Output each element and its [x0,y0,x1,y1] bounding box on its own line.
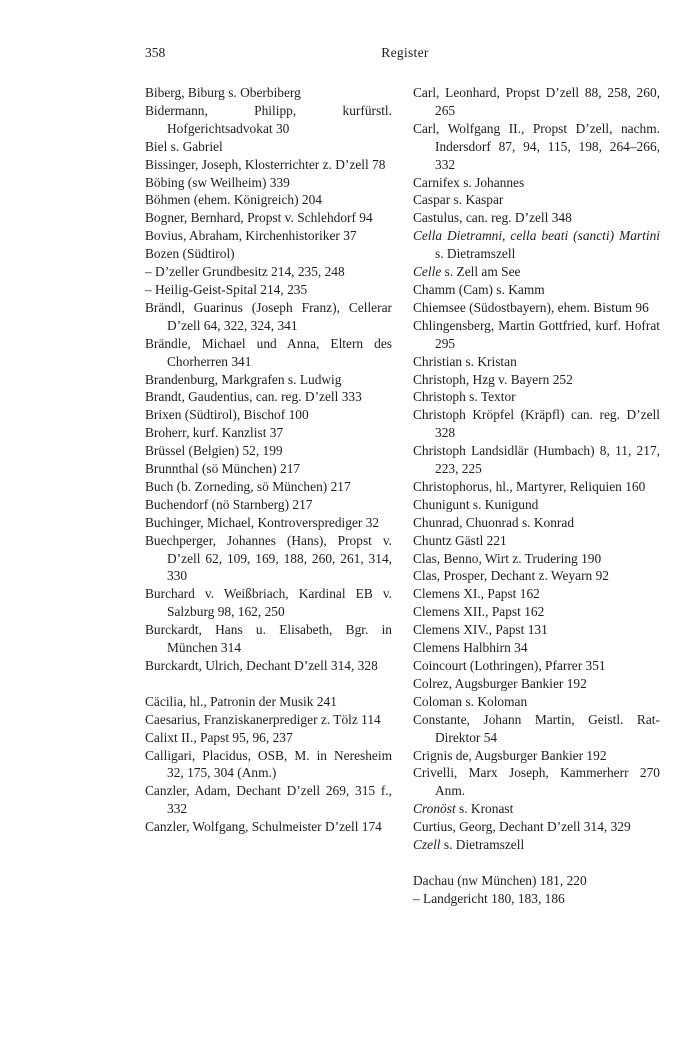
index-entry [145,729,392,747]
index-entry-text: Burchard v. Weißbriach, Kardinal EB v. Salzburg 98, 162, 250 [145,586,392,620]
index-entry-text: Brändl, Guarinus (Joseph Franz), Cellerar D’zell 64, 322, 324, 341 [145,299,392,333]
index-column-left [145,84,392,836]
index-entry [145,335,392,371]
index-entry-text: Christoph Kröpfel (Kräpfl) can. reg. D’zell 328 [413,407,660,441]
index-entry [413,621,660,639]
index-entry-text: Christian s. Kristan [413,353,517,369]
index-entry-text: Coincourt (Lothringen), Pfarrer 351 [413,658,606,673]
index-entry-text: s. Zell am See [441,264,521,280]
index-entry [413,890,660,908]
index-entry [145,460,392,478]
index-entry [145,496,392,514]
index-entry [145,782,392,818]
index-entry-text: – Heilig-Geist-Spital 214, 235 [145,281,308,297]
index-entry-text: Carnifex s. Johannes [413,174,525,190]
index-entry [145,102,392,138]
index-entry-text: Cäcilia, hl., Patronin der Musik 241 [145,693,337,709]
index-entry-text: Burckardt, Hans u. Elisabeth, Bgr. in München 314 [145,622,392,656]
index-entry [413,353,660,371]
index-entry-text: – D’zeller Grundbesitz 214, 235, 248 [145,264,345,280]
index-entry [413,800,660,818]
index-entry-text: Brandt, Gaudentius, can. reg. D’zell 333 [145,389,362,405]
index-entry-text: Buchendorf (nö Starnberg) 217 [145,496,313,512]
index-entry-text: Coloman s. Koloman [413,693,528,709]
index-entry [145,424,392,442]
index-entry-text: Christoph s. Textor [413,389,516,405]
index-entry [413,120,660,174]
index-entry-text: Calixt II., Papst 95, 96, 237 [145,729,293,745]
index-entry-text: Carl, Wolfgang II., Propst D’zell, nachm. Indersdorf 87, 94, 115, 198, 264–266, 332 [413,120,660,172]
index-entry-text: Clas, Prosper, Dechant z. Weyarn 92 [413,568,609,584]
index-entry-italic-term: Celle [413,264,442,280]
index-entry-text: Biel s. Gabriel [145,138,223,154]
index-entry-text: s. Dietramszell [440,837,525,853]
index-entry-text: Calligari, Placidus, OSB, M. in Neresheim 32, 175, 304 (Anm.) [145,747,392,781]
index-entry-italic-term: Cella Dietramni, cella beati (sancti) Martini [413,228,660,244]
index-entry [145,156,392,174]
index-entry [413,371,660,389]
index-entry [413,84,660,120]
index-entry-text: Clemens XIV., Papst 131 [413,622,548,638]
index-entry-text: Chunigunt s. Kunigund [413,496,539,512]
index-entry-text: Clas, Benno, Wirt z. Trudering 190 [413,550,602,566]
index-entry [145,657,392,675]
index-entry [145,245,392,263]
index-entry [145,84,392,102]
page-header [145,45,665,67]
index-entry-text: Buchinger, Michael, Kontroversprediger 32 [145,514,380,530]
index-entry [413,764,660,800]
index-entry [413,639,660,657]
index-entry-text: Canzler, Adam, Dechant D’zell 269, 315 f., 332 [145,783,392,817]
index-entry-italic-term: Cronöst [413,801,456,817]
index-entry [413,442,660,478]
index-entry [145,191,392,209]
index-entry [413,818,660,836]
index-entry [413,657,660,675]
index-entry [145,227,392,245]
index-entry-text: Caspar s. Kaspar [413,192,504,208]
index-entry-text: Brüssel (Belgien) 52, 199 [145,443,283,459]
index-entry [145,514,392,532]
index-entry-text: Dachau (nw München) 181, 220 [413,872,587,888]
index-entry [413,836,660,854]
index-entry-text: Curtius, Georg, Dechant D’zell 314, 329 [413,819,631,835]
index-entry [145,747,392,783]
page-number: 358 [145,45,166,60]
index-entry-text: Carl, Leonhard, Propst D’zell 88, 258, 260, 265 [413,85,660,118]
index-entry-text: Bogner, Bernhard, Propst v. Schlehdorf 94 [145,210,373,226]
index-entry [145,711,392,729]
index-entry [413,514,660,532]
index-entry-text: Constante, Johann Martin, Geistl. Rat-Direktor 54 [413,711,660,745]
index-entry [413,532,660,550]
index-entry-text: Chuntz Gästl 221 [413,532,507,548]
index-entry-text: Christoph Landsidlär (Humbach) 8, 11, 217, 223, 225 [413,443,660,477]
index-entry [145,532,392,586]
index-entry [413,174,660,192]
index-entry [413,585,660,603]
index-entry [413,693,660,711]
index-entry-text: Chamm (Cam) s. Kamm [413,281,545,297]
index-entry-text: Christophorus, hl., Martyrer, Reliquien 160 [413,478,646,494]
index-entry [145,478,392,496]
index-entry-text: Castulus, can. reg. D’zell 348 [413,210,572,226]
index-entry-text: Bovius, Abraham, Kirchenhistoriker 37 [145,228,357,244]
index-entry-text: Clemens XII., Papst 162 [413,604,545,620]
index-entry [145,138,392,156]
index-entry-text: Brändle, Michael und Anna, Eltern des Chorherren 341 [145,335,392,369]
letter-section-gap [413,854,660,872]
index-entry-text: Böbing (sw Weilheim) 339 [145,174,290,190]
index-entry [145,388,392,406]
index-entry [145,406,392,424]
index-entry-text: Christoph, Hzg v. Bayern 252 [413,371,573,387]
index-entry-text: Biberg, Biburg s. Oberbiberg [145,85,301,100]
index-entry [145,442,392,460]
index-entry [145,299,392,335]
index-entry-text: Clemens Halbhirn 34 [413,640,528,656]
running-title: Register [381,45,429,60]
index-entry [413,747,660,765]
index-entry [145,209,392,227]
index-entry-text: Chlingensberg, Martin Gottfried, kurf. Hofrat 295 [413,317,660,351]
index-entry [413,872,660,890]
index-entry-italic-term: Czell [413,837,441,853]
index-entry-text: Clemens XI., Papst 162 [413,586,540,602]
index-entry-text: Bozen (Südtirol) [145,246,235,262]
index-entry [413,191,660,209]
index-entry-text: Caesarius, Franziskanerprediger z. Tölz 114 [145,711,381,727]
index-entry [413,209,660,227]
index-entry-text: Chunrad, Chuonrad s. Konrad [413,514,575,530]
index-entry [413,263,660,281]
index-entry-text: s. Kronast [455,801,514,817]
index-entry-text: Brunnthal (sö München) 217 [145,461,301,477]
index-entry-text: Buechperger, Johannes (Hans), Propst v. D’zell 62, 109, 169, 188, 260, 261, 314, 330 [145,532,392,584]
index-entry [413,317,660,353]
index-entry [413,550,660,568]
index-entry [145,281,392,299]
index-entry-text: Broherr, kurf. Kanzlist 37 [145,425,284,441]
index-entry-text: Brandenburg, Markgrafen s. Ludwig [145,371,342,387]
letter-section-gap [145,675,392,693]
index-entry-text: Crignis de, Augsburger Bankier 192 [413,747,607,763]
index-entry [413,711,660,747]
index-entry-text: Chiemsee (Südostbayern), ehem. Bistum 96 [413,299,649,315]
index-entry-text: Böhmen (ehem. Königreich) 204 [145,192,323,208]
index-entry [413,406,660,442]
index-entry [145,371,392,389]
index-entry [413,281,660,299]
index-entry [413,496,660,514]
index-entry [145,263,392,281]
index-entry [413,299,660,317]
index-entry [413,388,660,406]
index-entry [413,567,660,585]
index-entry [145,621,392,657]
index-entry-text: Burckardt, Ulrich, Dechant D’zell 314, 328 [145,658,378,673]
index-entry [145,174,392,192]
index-entry-text: s. Dietramszell [435,246,516,262]
index-entry-text: Bidermann, Philipp, kurfürstl. Hofgerichtsadvokat 30 [145,102,392,136]
index-entry-text: Bissinger, Joseph, Klosterrichter z. D’zell 78 [145,156,386,172]
index-entry [145,818,392,836]
index-entry [413,603,660,621]
index-column-right [413,84,660,908]
index-entry [145,585,392,621]
index-entry [145,693,392,711]
index-entry [413,478,660,496]
index-entry-text: Buch (b. Zorneding, sö München) 217 [145,478,351,494]
index-entry-text: Brixen (Südtirol), Bischof 100 [145,407,309,423]
index-entry [413,675,660,693]
index-entry-text: Canzler, Wolfgang, Schulmeister D’zell 174 [145,819,382,835]
index-entry-text: Colrez, Augsburger Bankier 192 [413,675,587,691]
index-entry [413,227,660,263]
index-entry-text: – Landgericht 180, 183, 186 [413,890,565,906]
index-entry-text: Crivelli, Marx Joseph, Kammerherr 270 Anm. [413,765,660,799]
